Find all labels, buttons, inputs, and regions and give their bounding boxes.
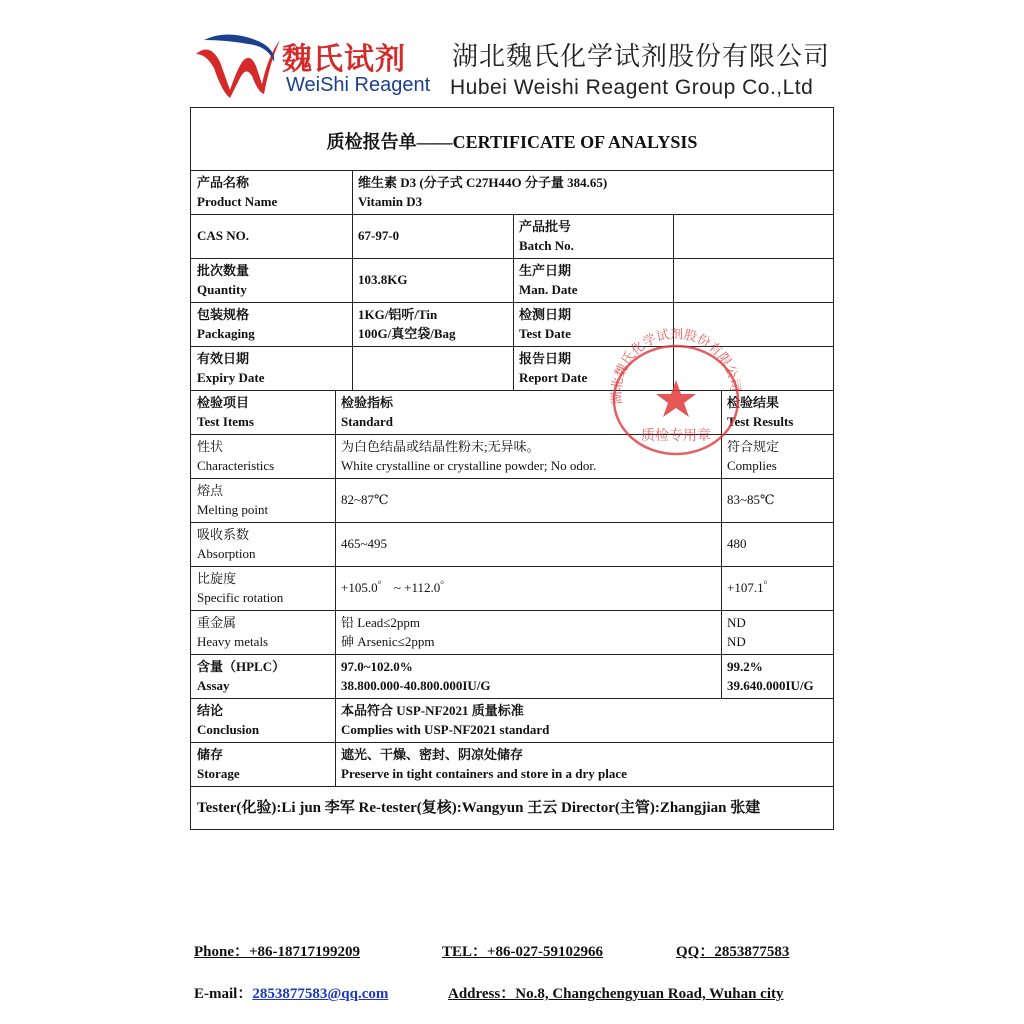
standard-header: 检验指标 Standard: [341, 395, 394, 429]
quantity-value: 103.8KG: [358, 272, 408, 287]
result-characteristics: 符合规定 Complies: [727, 439, 780, 473]
cas-value: 67-97-0: [358, 228, 400, 243]
standard-specific-rotation: +105.0゜ ~ +112.0゜: [341, 580, 454, 595]
packaging-value: 1KG/铝听/Tin 100G/真空袋/Bag: [358, 307, 456, 341]
certificate-table: [190, 107, 834, 830]
footer-email-line: [194, 982, 388, 1003]
test-row-characteristics: 性状 Characteristics: [197, 439, 275, 473]
standard-heavy-metals: 铅 Lead≤2ppm 砷 Arsenic≤2ppm: [341, 615, 435, 649]
cas-label: CAS NO.: [197, 228, 250, 243]
brand-name-en: WeiShi Reagent: [286, 74, 431, 96]
footer-email-label: E-mail：: [194, 986, 253, 1002]
product-name-label: 产品名称 Product Name: [197, 175, 278, 209]
conclusion-value: 本品符合 USP-NF2021 质量标准 Complies with USP-NF2021 standard: [341, 703, 550, 737]
test-items-header: 检验项目 Test Items: [197, 395, 254, 429]
results-header: 检验结果 Test Results: [727, 395, 794, 429]
test-row-melting-point: 熔点 Melting point: [197, 483, 269, 517]
result-absorption: 480: [727, 536, 747, 551]
expiry-label: 有效日期 Expiry Date: [197, 351, 265, 385]
company-header: [190, 28, 840, 106]
signatures: Tester(化验):Li jun 李军 Re-tester(复核):Wangyun 王云 Director(主管):Zhangjian 张建: [197, 800, 761, 816]
test-row-heavy-metals: 重金属 Heavy metals: [197, 615, 269, 649]
quantity-label: 批次数量 Quantity: [197, 263, 250, 297]
result-heavy-metals: ND ND: [727, 615, 746, 649]
storage-label: 储存 Storage: [197, 747, 240, 781]
footer-email-link[interactable]: 2853877583@qq.com: [252, 986, 389, 1002]
report-date-label: 报告日期 Report Date: [519, 351, 588, 385]
test-row-absorption: 吸收系数 Absorption: [197, 527, 256, 561]
conclusion-label: 结论 Conclusion: [197, 703, 260, 737]
result-specific-rotation: +107.1゜: [727, 580, 777, 595]
stamp-ring-text: 湖北魏氏化学试剂股份有限公司: [609, 328, 743, 406]
stamp-center-text: 质检专用章: [641, 428, 711, 444]
company-name-en: Hubei Weishi Reagent Group Co.,Ltd: [450, 76, 814, 99]
footer-tel: TEL：+86-027-59102966: [442, 944, 604, 960]
company-logo: [190, 32, 282, 102]
expiry-value: [352, 346, 513, 390]
footer-address: Address：No.8, Changchengyuan Road, Wuhan city: [448, 986, 784, 1002]
footer-qq: QQ：2853877583: [676, 944, 790, 960]
result-assay: 99.2% 39.640.000IU/G: [727, 659, 814, 693]
storage-value: 遮光、干燥、密封、阴凉处储存 Preserve in tight containers and store in a dry place: [341, 747, 627, 781]
footer-phone: Phone：+86-18717199209: [194, 944, 361, 960]
test-row-specific-rotation: 比旋度 Specific rotation: [197, 571, 284, 605]
company-name-cn: 湖北魏氏化学试剂股份有限公司: [452, 42, 831, 72]
result-melting-point: 83~85℃: [727, 492, 775, 507]
packaging-label: 包装规格 Packaging: [197, 307, 255, 341]
man-date-label: 生产日期 Man. Date: [519, 263, 578, 297]
batch-value: [673, 214, 833, 258]
man-date-value: [673, 258, 833, 302]
standard-assay: 97.0~102.0% 38.800.000-40.800.000IU/G: [341, 659, 491, 693]
test-date-value: [673, 302, 833, 346]
standard-absorption: 465~495: [341, 536, 388, 551]
batch-label: 产品批号 Batch No.: [519, 219, 574, 253]
test-row-assay: 含量（HPLC） Assay: [197, 659, 286, 693]
brand-name-cn: 魏氏试剂: [282, 42, 406, 77]
standard-melting-point: 82~87℃: [341, 492, 389, 507]
certificate-title: 质检报告单——CERTIFICATE OF ANALYSIS: [326, 132, 698, 152]
test-date-label: 检测日期 Test Date: [519, 307, 572, 341]
product-name-value: 维生素 D3 (分子式 C27H44O 分子量 384.65) Vitamin D3: [358, 175, 608, 209]
report-date-value: [673, 346, 833, 390]
standard-characteristics: 为白色结晶或结晶性粉末;无异味。 White crystalline or crystalline powder; No odor.: [341, 439, 597, 473]
